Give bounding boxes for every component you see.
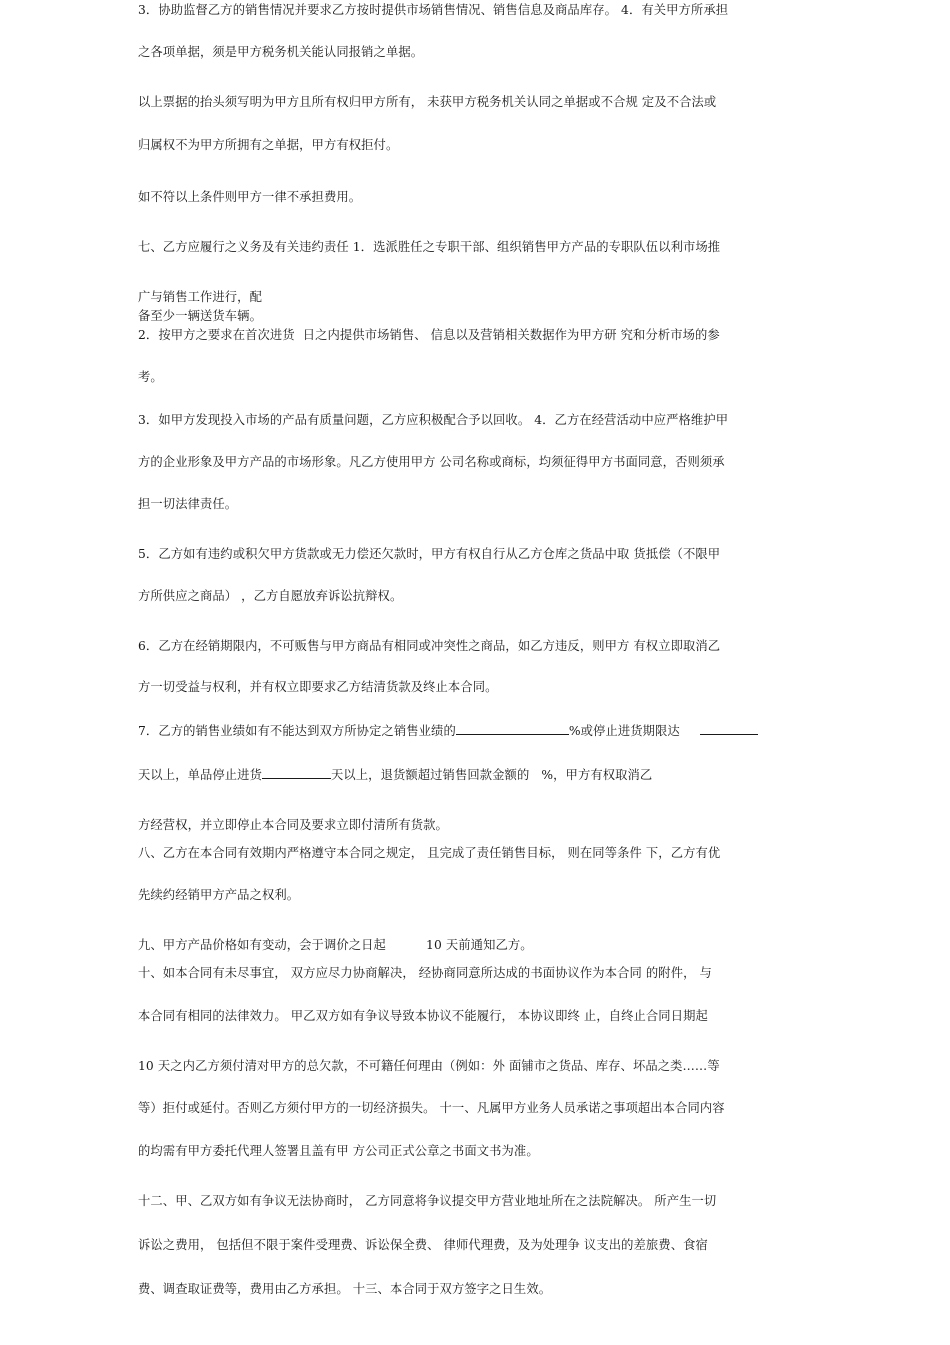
text-line: 诉讼之费用， 包括但不限于案件受理费、诉讼保全费、 律师代理费，及为处理争 议支出的差旅费、食宿 (138, 1238, 708, 1252)
text-line: 八、乙方在本合同有效期内严格遵守本合同之规定， 且完成了责任销售目标， 则在同等条件 下，乙方有优 (138, 846, 721, 860)
text-line: 2．按甲方之要求在首次进货 日之内提供市场销售、 信息以及营销相关数据作为甲方研 究和分析市场的参 (138, 328, 720, 342)
text-line: 3．如甲方发现投入市场的产品有质量问题，乙方应积极配合予以回收。 4．乙方在经营活动中应严格维护甲 (138, 413, 729, 427)
text-line: 归属权不为甲方所拥有之单据，甲方有权拒付。 (138, 138, 399, 152)
clause7-text-d: 天以上，退货额超过销售回款金额的 %，甲方有权取消乙 (330, 768, 653, 782)
text-line: 本合同有相同的法律效力。 甲乙双方如有争议导致本协议不能履行， 本协议即终 止，自终止合同日期起 (138, 1009, 708, 1023)
single-item-days-blank (262, 766, 331, 779)
clause7-line2 (138, 766, 652, 783)
text-line: 10 天之内乙方须付清对甲方的总欠款，不可籍任何理由（例如：外 面铺市之货品、库存、坏品之类……等 (138, 1059, 720, 1073)
text-line: 考。 (138, 370, 163, 384)
sales-percent-blank (456, 722, 569, 735)
text-line: 方所供应之商品） ，乙方自愿放弃诉讼抗辩权。 (138, 589, 403, 603)
text-line: 先续约经销甲方产品之权利。 (138, 888, 300, 902)
text-line: 等）拒付或延付。否则乙方须付甲方的一切经济损失。 十一、凡属甲方业务人员承诺之事项超出本合同内容 (138, 1101, 725, 1115)
text-line: 6．乙方在经销期限内，不可贩售与甲方商品有相同或冲突性之商品，如乙方违反，则甲方 有权立即取消乙 (138, 639, 721, 653)
text-line: 十、如本合同有未尽事宜， 双方应尽力协商解决， 经协商同意所达成的书面协议作为本合同 的附件， 与 (138, 966, 712, 980)
text-line: 七、乙方应履行之义务及有关违约责任 1．选派胜任之专职干部、组织销售甲方产品的专职队伍以利市场推 (138, 240, 721, 254)
text-line: 以上票据的抬头须写明为甲方且所有权归甲方所有， 未获甲方税务机关认同之单据或不合规 定及不合法或 (138, 95, 717, 109)
text-line: 之各项单据，须是甲方税务机关能认同报销之单据。 (138, 45, 424, 59)
text-line: 方经营权，并立即停止本合同及要求立即付清所有货款。 (138, 818, 448, 832)
clause7-text-a: 7．乙方的销售业绩如有不能达到双方所协定之销售业绩的 (138, 724, 456, 738)
text-line: 费、调查取证费等，费用由乙方承担。 十三、本合同于双方签字之日生效。 (138, 1282, 552, 1296)
text-line: 方的企业形象及甲方产品的市场形象。凡乙方使用甲方 公司名称或商标，均须征得甲方书面同意，否则须承 (138, 455, 725, 469)
text-line: 九、甲方产品价格如有变动，会于调价之日起 10 天前通知乙方。 (138, 938, 533, 952)
text-line: 备至少一辆送货车辆。 (138, 309, 262, 323)
text-line: 担一切法律责任。 (138, 497, 238, 511)
stop-purchase-days-blank (700, 722, 758, 735)
text-line: 十二、甲、乙双方如有争议无法协商时， 乙方同意将争议提交甲方营业地址所在之法院解决。 所产生一切 (138, 1194, 717, 1208)
text-line: 如不符以上条件则甲方一律不承担费用。 (138, 190, 362, 204)
text-line: 5．乙方如有违约或积欠甲方货款或无力偿还欠款时，甲方有权自行从乙方仓库之货品中取 货抵偿（不限甲 (138, 547, 721, 561)
text-line: 广与销售工作进行，配 (138, 290, 262, 304)
clause7-text-c: 天以上，单品停止进货 (138, 768, 262, 782)
clause7-text-b: %或停止进货期限达 (568, 724, 680, 738)
text-line: 3．协助监督乙方的销售情况并要求乙方按时提供市场销售情况、销售信息及商品库存。 4．有关甲方所承担 (138, 3, 729, 17)
text-line: 方一切受益与权利，并有权立即要求乙方结清货款及终止本合同。 (138, 680, 498, 694)
clause7-line1 (138, 722, 758, 739)
text-line: 的均需有甲方委托代理人签署且盖有甲 方公司正式公章之书面文书为准。 (138, 1144, 539, 1158)
